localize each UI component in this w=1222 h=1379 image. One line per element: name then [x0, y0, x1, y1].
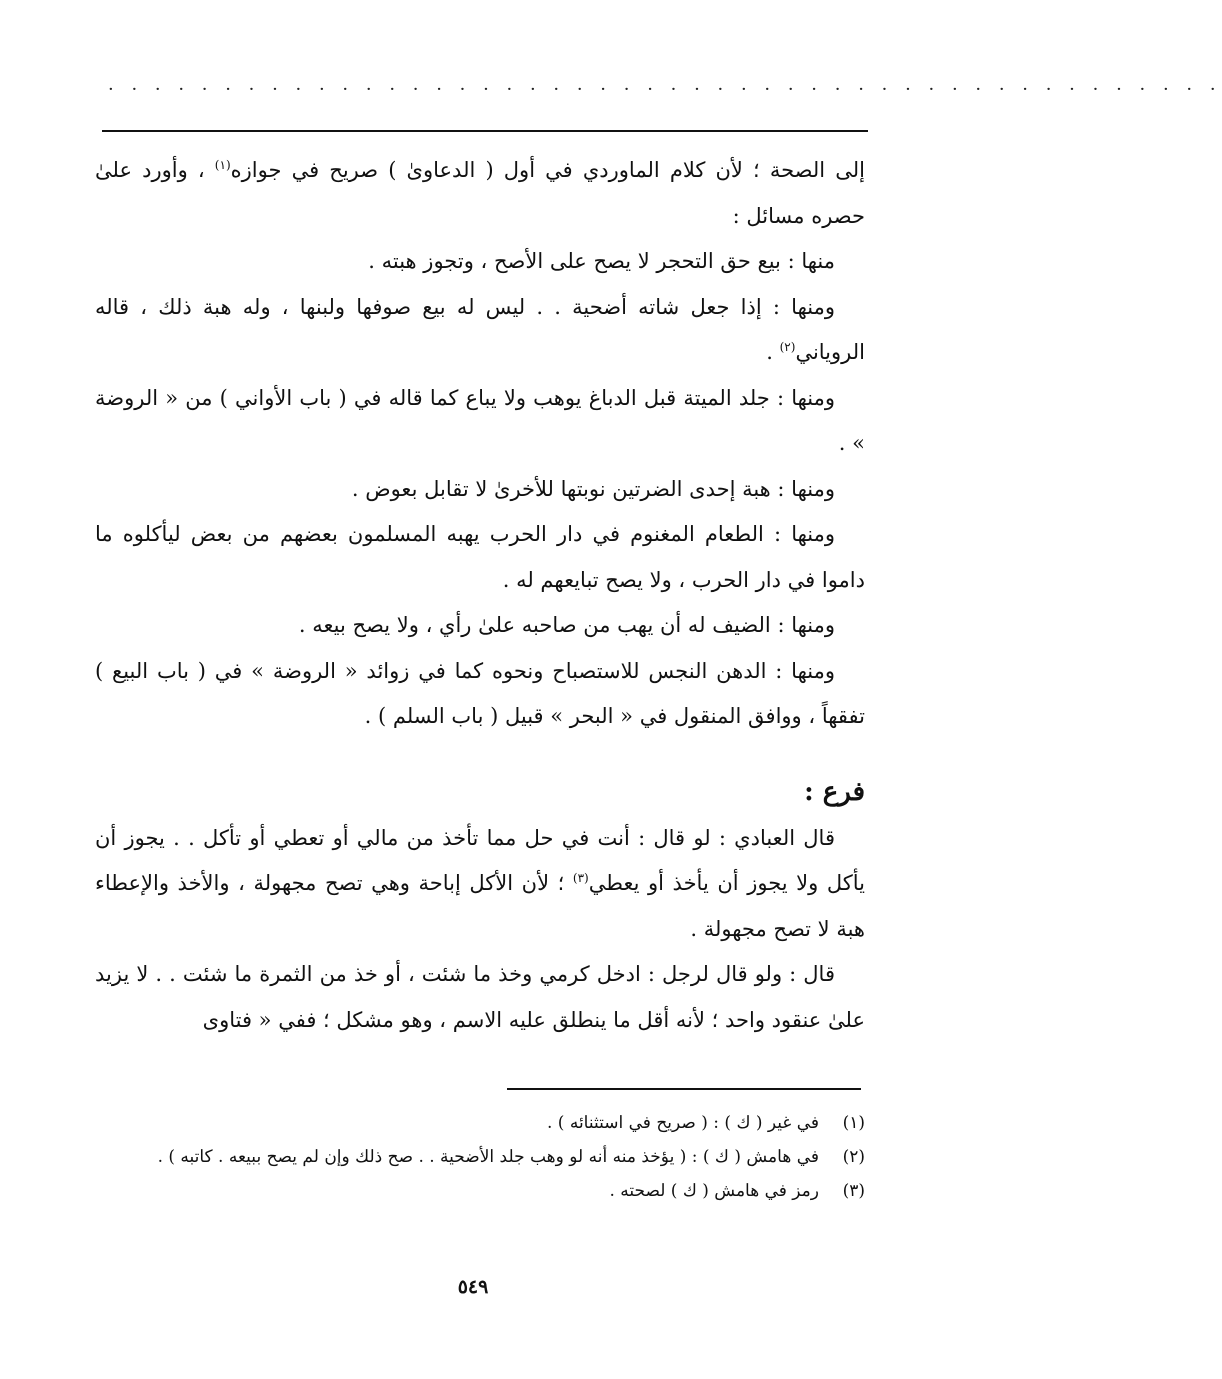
footnote [100, 1106, 865, 1140]
footnote-text: في هامش ( ك ) : ( يؤخذ منه أنه لو وهب جلد الأضحية . . صح ذلك وإن لم يصح ببيعه . كاتبه ) . [157, 1147, 819, 1167]
footnote-ref: (٣) [572, 871, 589, 885]
footnote [100, 1174, 865, 1208]
header-dotted-line: · · · · · · · · · · · · · · · · · · · · · · · · · · · · · · · · · · · · · · · · · · · · · · · · [108, 79, 1222, 100]
paragraph: ومنها : إذا جعل شاته أضحية . . ليس له بيع صوفها ولبنها ، وله هبة ذلك ، قاله الروياني$^{(٢)}$ . [95, 294, 865, 364]
footnote [100, 1140, 865, 1174]
footnote-number: (١) [842, 1113, 865, 1133]
footnotes [100, 1106, 865, 1208]
header-rule [102, 130, 868, 132]
paragraph: ومنها : الطعام المغنوم في دار الحرب يهبه المسلمون بعضهم من بعض ليأكلوه ما داموا في دار الحرب ، ولا يصح تبايعهم له . [95, 522, 865, 592]
footnote-ref: (٢) [779, 340, 796, 354]
paragraph: ومنها : هبة إحدى الضرتين نوبتها للأخرىٰ لا تقابل بعوض . [351, 476, 835, 501]
footnote-ref: (١) [214, 158, 231, 172]
footnote-number: (٢) [842, 1147, 865, 1167]
footnote-number: (٣) [842, 1181, 865, 1201]
paragraph: قال العبادي : لو قال : أنت في حل مما تأخذ من مالي أو تعطي أو تأكل . . يجوز أن يأكل ولا يجوز أن يأخذ أو يعطي$^{(٣)}$ ؛ لأن الأكل إباحة وهي تصح مجهولة ، والأخذ والإعطاء هبة لا تصح مجهولة . [95, 825, 865, 941]
page-number: ٥٤٩ [457, 1276, 489, 1298]
paragraph: قال : ولو قال لرجل : ادخل كرمي وخذ ما شئت ، أو خذ من الثمرة ما شئت . . لا يزيد علىٰ عنقود واحد ؛ لأنه أقل ما ينطلق عليه الاسم ، وهو مشكل ؛ ففي « فتاوى [95, 962, 865, 1032]
section-heading: فرع : [804, 776, 865, 807]
footnote-text: في غير ( ك ) : ( صريح في استثنائه ) . [546, 1113, 819, 1133]
paragraph: إلى الصحة ؛ لأن كلام الماوردي في أول ( الدعاوىٰ ) صريح في جوازه$^{(١)}$ ، وأورد علىٰ حصره مسائل : [95, 158, 865, 228]
paragraph: منها : بيع حق التحجر لا يصح على الأصح ، وتجوز هبته . [368, 249, 835, 273]
footnote-text: رمز في هامش ( ك ) لصحته . [609, 1181, 819, 1201]
paragraph: ومنها : الضيف له أن يهب من صاحبه علىٰ رأي ، ولا يصح بيعه . [298, 613, 835, 637]
footnote-rule [507, 1088, 861, 1090]
main-text [95, 148, 865, 1043]
paragraph: ومنها : جلد الميتة قبل الدباغ يوهب ولا يباع كما قاله في ( باب الأواني ) من « الروضة » . [95, 385, 865, 455]
paragraph: ومنها : الدهن النجس للاستصباح ونحوه كما في زوائد « الروضة » في ( باب البيع ) تفقهاً ، ووافق المنقول في « البحر » قبيل ( باب السلم ) . [95, 658, 865, 728]
